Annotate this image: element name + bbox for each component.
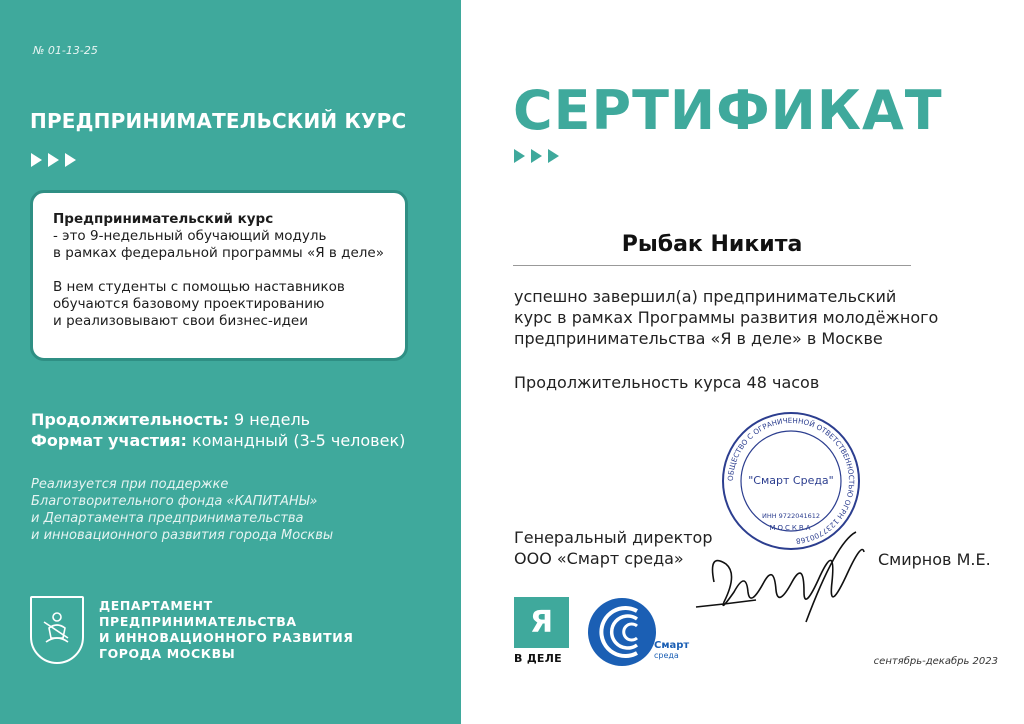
support-note <box>31 476 333 544</box>
department-name <box>99 598 354 662</box>
support-line: Благотворительного фонда «КАПИТАНЫ» <box>31 494 318 509</box>
ya-v-dele-logo <box>514 597 569 667</box>
department-line: ДЕПАРТАМЕНТ <box>99 598 213 613</box>
ya-logo-letter: Я <box>514 597 569 648</box>
stamp-inn: ИНН 9722041612 <box>761 512 821 520</box>
info-line: В нем студенты с помощью наставников <box>53 279 345 295</box>
format-label: Формат участия: <box>31 431 187 450</box>
director-line: ООО «Смарт среда» <box>514 549 684 568</box>
director-line: Генеральный директор <box>514 528 713 547</box>
left-panel <box>0 0 461 724</box>
smart-logo-text: Смарт <box>654 640 690 651</box>
completion-text <box>514 286 938 349</box>
arrow-right-icon <box>531 149 542 163</box>
director-title <box>514 527 713 569</box>
smart-logo-subtext: среда <box>654 651 679 660</box>
ya-logo-text: В ДЕЛЕ <box>514 652 562 665</box>
body-line: курс в рамках Программы развития молодёжного <box>514 308 939 327</box>
course-facts <box>31 409 405 451</box>
director-name: Смирнов М.Е. <box>878 550 991 569</box>
name-underline <box>513 265 911 266</box>
course-dates: сентябрь-декабрь 2023 <box>873 656 998 667</box>
recipient-name: Рыбак Никита <box>621 232 803 257</box>
department-block <box>30 596 354 664</box>
stamp-city: МОСКВА <box>769 524 813 532</box>
format-value: командный (3-5 человек) <box>186 431 406 450</box>
stamp-ring-text: ОБЩЕСТВО С ОГРАНИЧЕННОЙ ОТВЕТСТВЕННОСТЬЮ ОГРН 1237700168 <box>725 415 857 546</box>
info-line: в рамках федеральной программы «Я в деле» <box>53 245 384 261</box>
arrow-right-icon <box>65 153 76 167</box>
duration-label: Продолжительность: <box>31 410 229 429</box>
info-heading: Предпринимательский курс <box>53 211 274 227</box>
department-line: ПРЕДПРИНИМАТЕЛЬСТВА <box>99 614 297 629</box>
course-info-box <box>30 190 408 361</box>
course-duration: Продолжительность курса 48 часов <box>514 373 820 392</box>
decorative-arrows <box>31 153 76 167</box>
arrow-right-icon <box>48 153 59 167</box>
certificate-title: СЕРТИФИКАТ <box>513 79 943 142</box>
support-line: и Департамента предпринимательства <box>31 511 304 526</box>
info-line: обучаются базовому проектированию <box>53 296 325 312</box>
decorative-arrows <box>514 149 559 163</box>
course-title: ПРЕДПРИНИМАТЕЛЬСКИЙ КУРС <box>30 109 407 133</box>
support-line: и инновационного развития города Москвы <box>31 528 334 543</box>
smart-sreda-logo-icon <box>587 597 657 667</box>
department-line: ГОРОДА МОСКВЫ <box>99 646 236 661</box>
smart-sreda-logo <box>587 597 697 667</box>
body-line: предпринимательства «Я в деле» в Москве <box>514 329 883 348</box>
arrow-right-icon <box>548 149 559 163</box>
info-line: - это 9-недельный обучающий модуль <box>53 228 327 244</box>
moscow-coat-of-arms-icon <box>30 596 84 664</box>
support-line: Реализуется при поддержке <box>31 477 229 492</box>
department-line: И ИННОВАЦИОННОГО РАЗВИТИЯ <box>99 630 354 645</box>
stamp-center-text: "Смарт Среда" <box>748 474 834 487</box>
duration-value: 9 недель <box>228 410 311 429</box>
body-line: успешно завершил(а) предпринимательский <box>514 287 897 306</box>
certificate-number: № 01-13-25 <box>33 44 98 57</box>
info-line: и реализовывают свои бизнес-идеи <box>53 313 309 329</box>
signature-icon <box>686 512 896 632</box>
arrow-right-icon <box>31 153 42 167</box>
arrow-right-icon <box>514 149 525 163</box>
right-panel <box>461 0 1024 724</box>
